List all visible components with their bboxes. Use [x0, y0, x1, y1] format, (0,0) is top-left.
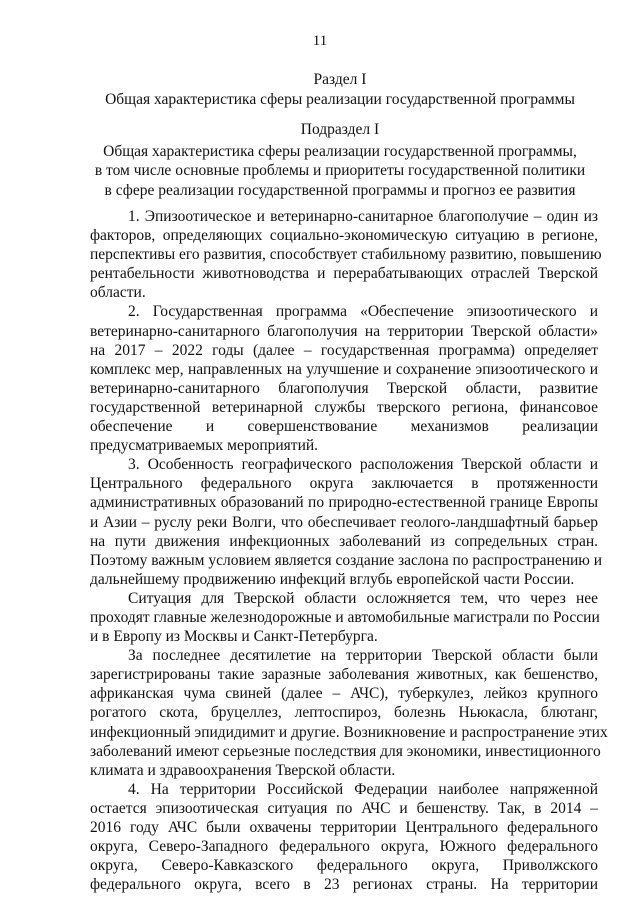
text-line: дальнейшему продвижению инфекций вглубь европейской части России. [90, 570, 575, 588]
body-paragraph [90, 780, 598, 895]
document-body [90, 207, 608, 894]
text-line: ветеринарно-санитарного благополучия на территории Тверской области» [90, 322, 598, 340]
text-line: заболеваний имеют серьезные последствия для экономики, инвестиционного [90, 742, 601, 760]
text-line: 4. На территории Российской Федерации наиболее напряженной [128, 780, 598, 798]
text-line: зарегистрированы такие заразные заболевания животных, как бешенство, [90, 666, 598, 684]
text-line: остается эпизоотическая ситуация по АЧС и бешенству. Так, в 2014 – [90, 799, 598, 817]
section-title: Общая характеристика сферы реализации государственной программы [105, 90, 575, 108]
text-line: 3. Особенность географического расположения Тверской области и [128, 456, 598, 474]
text-line: предусматриваемых мероприятий. [90, 437, 319, 455]
text-line: 2016 году АЧС были охвачены территории Центрального федерального [90, 819, 598, 836]
text-line: на пути движения инфекционных заболеваний из сопредельных стран. [90, 532, 598, 550]
body-paragraph [90, 589, 598, 646]
text-line: на 2017 – 2022 годы (далее – государственная программа) определяет [90, 341, 598, 359]
text-line: инфекционный эпидидимит и другие. Возникновение и распространение этих [90, 723, 608, 741]
text-line: и Азии – руслу реки Волги, что обеспечивает геолого-ландшафтный барьер [90, 513, 598, 531]
text-line: рентабельности животноводства и перерабатывающих отраслей Тверской [90, 265, 598, 283]
text-line: округа, Северо-Кавказского федерального округа, Приволжского [90, 857, 598, 875]
text-line: климата и здравоохранения Тверской области. [90, 761, 396, 779]
text-line: За последнее десятилетие на территории Тверской области были [128, 647, 598, 665]
subsection-title-line: в сфере реализации государственной программы и прогноз ее развития [104, 181, 576, 199]
text-line: обеспечение и совершенствование механизмов реализации [90, 418, 598, 436]
text-line: и в Европу из Москвы и Санкт-Петербурга. [90, 628, 378, 646]
section-heading [60, 70, 620, 109]
text-line: федерального округа, всего в 23 регионах страны. На территории [90, 876, 598, 894]
body-paragraph [90, 207, 602, 302]
body-paragraph [90, 455, 603, 589]
text-line: административных образований по природно-естественной границе Европы [90, 494, 598, 512]
text-line: Центрального федерального округа заключается в протяженности [90, 475, 598, 493]
text-line: 1. Эпизоотическое и ветеринарно-санитарное благополучие – один из [128, 208, 598, 225]
text-line: ветеринарно-санитарного благополучия Тверской области, развитие [90, 379, 598, 397]
subsection-title-line: в том числе основные проблемы и приоритеты государственной политики [94, 162, 586, 179]
subsection-title-line: Общая характеристика сферы реализации государственной программы, [103, 142, 577, 160]
text-line: рогатого скота, бруцеллез, лептоспироз, болезнь Ньюкасла, блютанг, [90, 704, 598, 722]
body-paragraph [90, 302, 598, 455]
text-line: государственной ветеринарной службы тверского региона, финансовое [90, 398, 598, 416]
body-paragraph [90, 646, 608, 780]
text-line: Поэтому важным условием является создание заслона по распространению и [90, 551, 603, 569]
page-number: 11 [312, 33, 328, 49]
text-line: Ситуация для Тверской области осложняется тем, что через нее [128, 589, 598, 607]
subsection-heading [60, 120, 620, 200]
subsection-label: Подраздел I [300, 121, 380, 138]
text-line: африканская чума свиней (далее – АЧС), туберкулез, лейкоз крупного [90, 685, 598, 703]
section-label: Раздел I [313, 71, 367, 88]
text-line: 2. Государственная программа «Обеспечение эпизоотического и [128, 303, 598, 321]
text-line: факторов, определяющих социально-экономическую ситуацию в регионе, [90, 227, 598, 245]
text-line: округа, Северо-Западного федерального округа, Южного федерального [90, 838, 598, 856]
text-line: области. [90, 284, 146, 302]
text-line: проходят главные железнодорожные и автомобильные магистрали по России [90, 608, 600, 626]
text-line: комплекс мер, направленных на улучшение и сохранение эпизоотического и [90, 360, 598, 378]
text-line: перспективы его развития, способствует стабильному развитию, повышению [90, 246, 602, 264]
